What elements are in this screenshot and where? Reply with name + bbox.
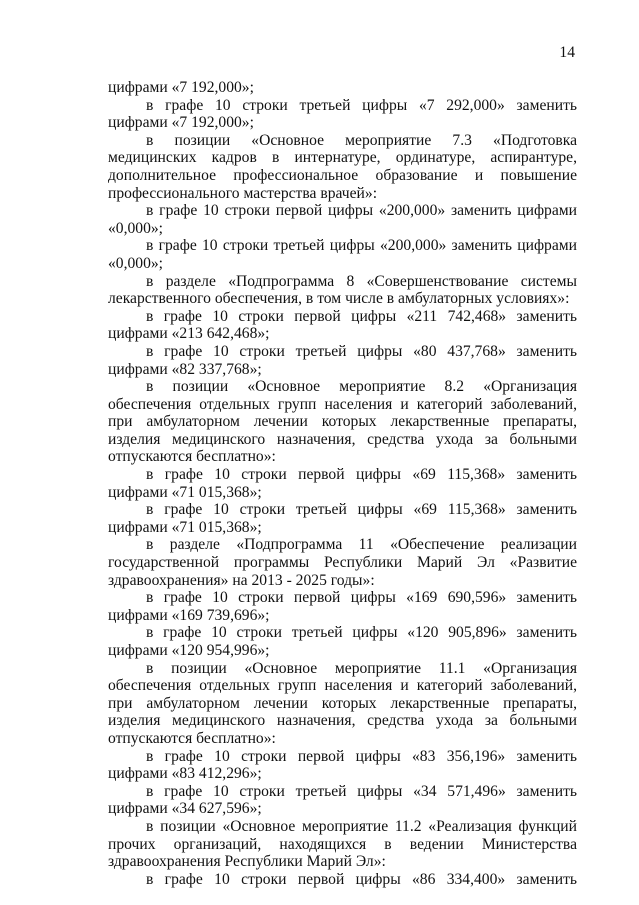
paragraph: в графе 10 строки третьей цифры «34 571,496» заменить цифрами «34 627,596»; (108, 782, 577, 818)
paragraph: в графе 10 строки первой цифры «69 115,368» заменить цифрами «71 015,368»; (108, 466, 577, 501)
paragraph: в позиции «Основное мероприятие 7.3 «Подготовка медицинских кадров в интернатуре, ординатуре, аспирантуре, дополнительное профессиональное образование и повышение профессионального мастерства врачей»: (108, 131, 577, 202)
document-body (108, 79, 577, 888)
paragraph: в графе 10 строки третьей цифры «7 292,000» заменить цифрами «7 192,000»; (108, 96, 577, 132)
paragraph: в позиции «Основное мероприятие 11.1 «Организация обеспечения отдельных групп населения и категорий заболеваний, при амбулаторном лечении которых лекарственные препараты, изделия медицинского назначения, средства ухода за больными отпускаются бесплатно»: (108, 659, 577, 747)
paragraph: в графе 10 строки третьей цифры «200,000» заменить цифрами «0,000»; (108, 237, 577, 272)
paragraph: в графе 10 строки первой цифры «86 334,400» заменить (146, 870, 577, 888)
paragraph: в графе 10 строки третьей цифры «80 437,768» заменить цифрами «82 337,768»; (108, 342, 577, 378)
paragraph: в графе 10 строки третьей цифры «69 115,368» заменить цифрами «71 015,368»; (108, 501, 577, 536)
paragraph: в позиции «Основное мероприятие 11.2 «Реализация функций прочих организаций, находящихся в ведении Министерства здравоохранения Республики Марий Эл»: (108, 817, 577, 871)
paragraph: в графе 10 строки первой цифры «200,000» заменить цифрами «0,000»; (108, 202, 577, 237)
paragraph: в графе 10 строки первой цифры «169 690,596» заменить цифрами «169 739,696»; (108, 589, 577, 624)
paragraph: в графе 10 строки первой цифры «211 742,468» заменить цифрами «213 642,468»; (108, 307, 577, 343)
paragraph: в разделе «Подпрограмма 11 «Обеспечение реализации государственной программы Республики Марий Эл «Развитие здравоохранения» на 2013 - 2025 годы»: (108, 536, 577, 589)
paragraph: цифрами «7 192,000»; (108, 79, 254, 96)
paragraph: в разделе «Подпрограмма 8 «Совершенствование системы лекарственного обеспечения, в том числе в амбулаторных условиях»: (108, 272, 577, 308)
paragraph: в графе 10 строки первой цифры «83 356,196» заменить цифрами «83 412,296»; (108, 747, 577, 783)
page-number: 14 (559, 44, 575, 61)
paragraph: в графе 10 строки третьей цифры «120 905,896» заменить цифрами «120 954,996»; (108, 624, 577, 659)
paragraph: в позиции «Основное мероприятие 8.2 «Организация обеспечения отдельных групп населения и категорий заболеваний, при амбулаторном лечении которых лекарственные препараты, изделия медицинского назначения, средства ухода за больными отпускаются бесплатно»: (108, 378, 577, 466)
